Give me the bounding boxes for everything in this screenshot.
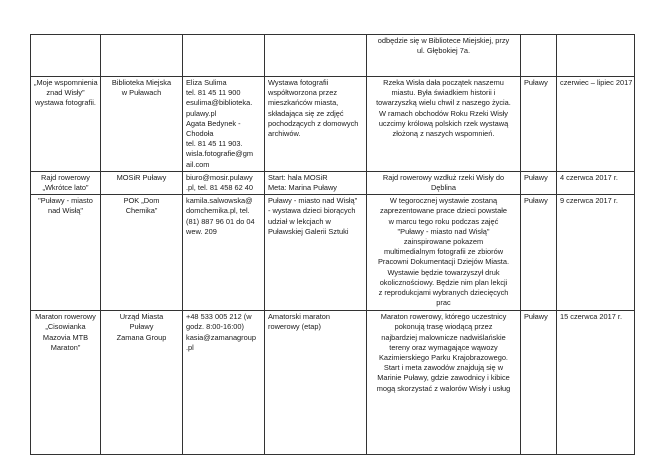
- details-line: najbardziej malownicze nadwiślańskie: [381, 332, 506, 342]
- place-cell: [521, 195, 557, 311]
- description-cell: [265, 77, 367, 172]
- contact-line: biuro@mosir.pulawy: [186, 172, 253, 182]
- place-text: Puławy: [524, 312, 548, 322]
- table-row: [31, 35, 635, 77]
- details-line: pokonują trasę wiodącą przez: [394, 322, 493, 332]
- description-line: Wystawa fotografii: [268, 78, 329, 87]
- description-line: mieszkańców miasta,: [268, 98, 339, 108]
- date-text: 9 czerwca 2017 r.: [560, 196, 618, 206]
- organizer-cell: [101, 35, 183, 77]
- details-line: Marinie Puławy, gdzie zawodnicy i kibice: [377, 373, 510, 383]
- details-line: Start i meta zawodów znajdują się w: [383, 363, 504, 373]
- details-line: mogą skorzystać z walorów Wisły i usług: [376, 383, 511, 393]
- contact-cell: [183, 171, 265, 194]
- date-text: 4 czerwca 2017 r.: [560, 172, 618, 182]
- contact-line: wisla.fotografie@gm: [186, 149, 254, 159]
- contact-cell: [183, 77, 265, 172]
- place-cell: [521, 35, 557, 77]
- description-cell: [265, 195, 367, 311]
- contact-cell: [183, 35, 265, 77]
- contact-line: Chodoła: [186, 129, 214, 139]
- contact-line: domchemika.pl, tel.: [186, 206, 250, 216]
- event-title-cell: [31, 77, 101, 172]
- date-cell: [557, 35, 635, 77]
- organizer-line: Urząd Miasta: [119, 312, 164, 322]
- description-line: Meta: Marina Puławy: [268, 183, 338, 193]
- contact-line: Agata Bedynek -: [186, 118, 241, 128]
- description-line: archiwów.: [268, 129, 301, 139]
- event-title-line: wystawa fotografii.: [35, 98, 96, 108]
- contact-line: ail.com: [186, 159, 210, 169]
- details-line: Dęblina: [430, 183, 457, 193]
- event-title-line: Maraton”: [50, 342, 81, 352]
- event-title-cell: [31, 171, 101, 194]
- organizer-line: MOSiR Puławy: [116, 172, 167, 182]
- details-line: z reprodukcjami wybranych dziecięcych: [378, 288, 509, 298]
- event-title-line: „Moje wspomnienia: [34, 78, 98, 87]
- event-title-cell: [31, 311, 101, 455]
- description-line: Puławskiej Galerii Sztuki: [268, 226, 349, 236]
- place-cell: [521, 311, 557, 455]
- contact-line: Eliza Sulima: [186, 78, 227, 87]
- event-title-line: znad Wisły”: [46, 88, 85, 98]
- contact-line: .pl, tel. 81 458 62 40: [186, 183, 253, 193]
- table-row: [31, 195, 635, 311]
- organizer-line: Puławy: [129, 322, 154, 332]
- details-line: Rzeka Wisła dała początek naszemu: [383, 78, 504, 87]
- place-text: Puławy: [524, 78, 548, 87]
- place-text: Puławy: [524, 196, 548, 206]
- contact-line: esulima@biblioteka.: [186, 98, 253, 108]
- contact-line: kasia@zamanagroup: [186, 332, 256, 342]
- contact-line: tel. 81 45 11 903.: [186, 139, 243, 149]
- details-line: ul. Głębokiej 7a.: [417, 46, 470, 56]
- event-title-line: „Cisowianka: [45, 322, 86, 332]
- contact-line: kamila.salwowska@: [186, 196, 253, 206]
- events-table: [30, 34, 635, 455]
- details-cell: [367, 171, 521, 194]
- date-text: czerwiec – lipiec 2017: [560, 78, 633, 87]
- details-line: Rajd rowerowy wzdłuż rzeki Wisły do: [382, 172, 505, 182]
- details-line: złożoną z naszych wspomnień.: [392, 129, 495, 139]
- contact-cell: [183, 195, 265, 311]
- details-line: towarzyszką wielu chwil z naszego życia.: [376, 98, 511, 108]
- details-cell: [367, 195, 521, 311]
- description-line: - wystawa dzieci biorących: [268, 206, 356, 216]
- organizer-cell: [101, 311, 183, 455]
- contact-line: (81) 887 96 01 do 04: [186, 216, 255, 226]
- description-cell: [265, 171, 367, 194]
- event-title-line: Mazovia MTB: [42, 332, 89, 342]
- details-line: W tegorocznej wystawie zostaną: [389, 196, 498, 206]
- details-line: odbędzie się w Bibliotece Miejskiej, przy: [377, 36, 510, 45]
- date-cell: [557, 311, 635, 455]
- table-row: [31, 171, 635, 194]
- contact-line: .pl: [186, 342, 194, 352]
- description-line: składająca się ze zdjęć: [268, 108, 344, 118]
- details-line: zainspirowane pokazem: [403, 237, 484, 247]
- contact-cell: [183, 311, 265, 455]
- description-cell: [265, 311, 367, 455]
- organizer-line: Zamana Group: [116, 332, 167, 342]
- description-line: udział w lekcjach w: [268, 216, 331, 226]
- event-title-cell: [31, 35, 101, 77]
- description-line: współtworzona przez: [268, 88, 338, 98]
- details-line: multimedialnym fotografii ze zbiorów: [383, 247, 504, 257]
- place-cell: [521, 171, 557, 194]
- description-line: pochodzących z domowych: [268, 118, 359, 128]
- description-line: Amatorski maraton: [268, 312, 331, 322]
- contact-line: +48 533 005 212 (w: [186, 312, 252, 322]
- details-line: Pracowni Dokumentacji Dziejów Miasta.: [377, 257, 510, 267]
- details-line: Maraton rowerowy, którego uczestnicy: [380, 312, 507, 322]
- details-line: zaprezentowane prace dzieci powstałe: [380, 206, 507, 216]
- date-cell: [557, 195, 635, 311]
- description-line: rowerowy (etap): [268, 322, 321, 332]
- contact-line: wew. 209: [186, 226, 217, 236]
- date-cell: [557, 171, 635, 194]
- event-title-line: Rajd rowerowy: [41, 172, 90, 182]
- organizer-line: Biblioteka Miejska: [111, 78, 172, 87]
- details-line: W ramach obchodów Roku Rzeki Wisły: [379, 108, 508, 118]
- details-line: tereny oraz wymagające wąwozy: [389, 342, 498, 352]
- details-cell: [367, 77, 521, 172]
- organizer-cell: [101, 77, 183, 172]
- date-text: 15 czerwca 2017 r.: [560, 312, 623, 322]
- details-line: Wystawie będzie towarzyszył druk: [387, 267, 500, 277]
- place-cell: [521, 77, 557, 172]
- details-line: prac: [436, 298, 451, 308]
- details-line: "Puławy - miasto nad Wisłą": [397, 226, 490, 236]
- organizer-cell: [101, 195, 183, 311]
- event-title-cell: [31, 195, 101, 311]
- date-cell: [557, 77, 635, 172]
- details-cell: [367, 35, 521, 77]
- details-line: miastu. Była świadkiem historii i: [391, 88, 496, 98]
- contact-line: tel. 81 45 11 900: [186, 88, 241, 98]
- organizer-line: Chemika”: [125, 206, 158, 216]
- description-line: Puławy - miasto nad Wisłą": [268, 196, 358, 206]
- event-title-line: Maraton rowerowy: [35, 312, 96, 322]
- contact-line: godz. 8:00-16:00): [186, 322, 244, 332]
- details-line: uczcimy królową polskich rzek wystawą: [378, 118, 509, 128]
- details-line: w marcu tego roku podczas zajęć: [388, 216, 499, 226]
- organizer-line: w Puławach: [121, 88, 162, 98]
- details-cell: [367, 311, 521, 455]
- organizer-line: POK „Dom: [123, 196, 160, 206]
- organizer-cell: [101, 171, 183, 194]
- details-line: okolicznościowy. Będzie nim plan lekcji: [379, 277, 508, 287]
- details-line: Kazimierskiego Parku Krajobrazowego.: [379, 353, 508, 363]
- event-title-line: „Wkrótce lato”: [42, 183, 89, 193]
- description-cell: [265, 35, 367, 77]
- table-row: [31, 77, 635, 172]
- event-title-line: nad Wisłą": [47, 206, 84, 216]
- table-row: [31, 311, 635, 455]
- place-text: Puławy: [524, 172, 548, 182]
- event-title-line: "Puławy - miasto: [38, 196, 93, 206]
- contact-line: pulawy.pl: [186, 108, 217, 118]
- description-line: Start: hala MOSiR: [268, 172, 328, 182]
